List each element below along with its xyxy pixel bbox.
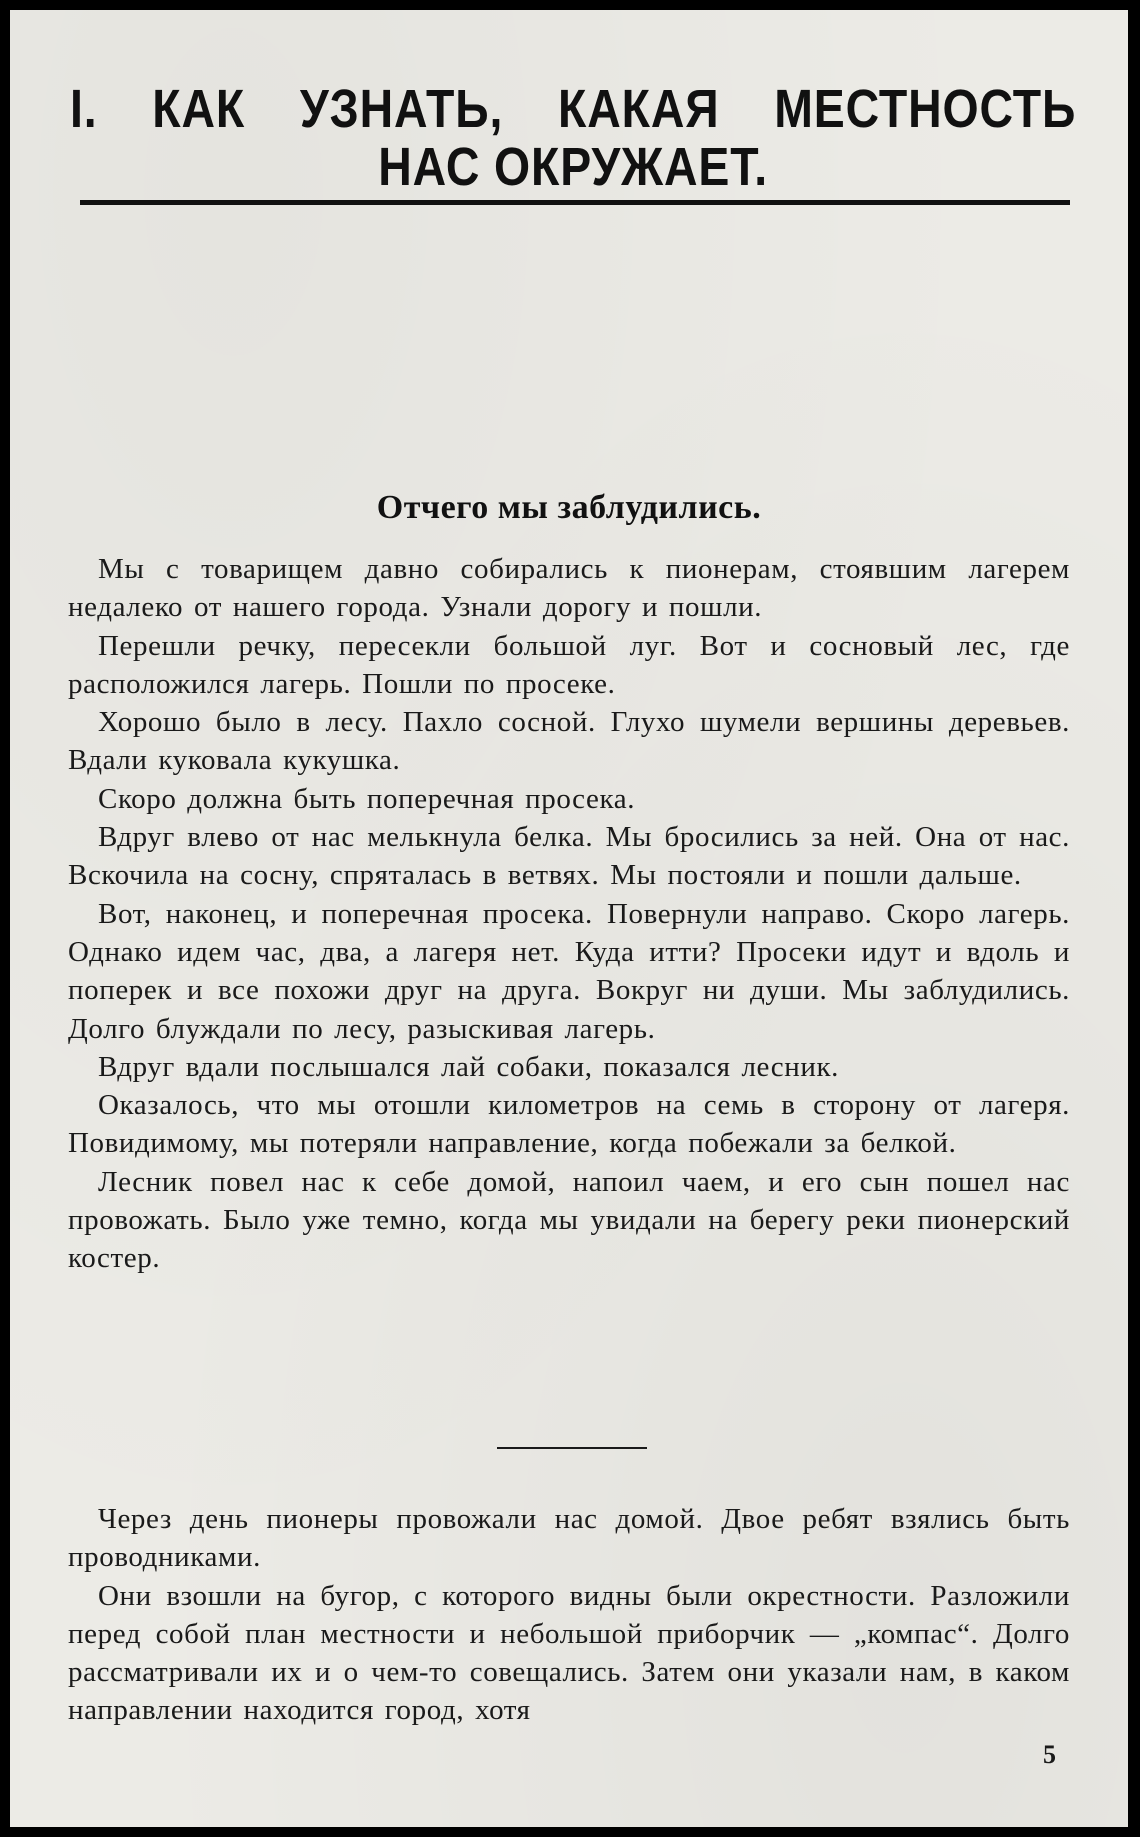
paragraph: Вдруг вдали послышался лай собаки, показался лесник. xyxy=(98,1050,839,1083)
story-text xyxy=(68,550,1070,1278)
paragraph: Перешли речку, пересекли большой луг. Вот и сосновый лес, где расположился лагерь. Пошли по просеке. xyxy=(68,629,1070,700)
paragraph: Через день пионеры провожали нас домой. Двое ребят взялись быть проводниками. xyxy=(68,1503,1070,1574)
paragraph: Они взошли на бугор, с которого видны были окрестности. Разложили перед собой план местности и небольшой приборчик — „компас“. Долго рассматривали их и о чем-то совещались. Затем они указали нам, в каком направлении находится город, хотя xyxy=(68,1579,1070,1727)
section-divider xyxy=(497,1447,647,1449)
book-page xyxy=(10,10,1128,1827)
chapter-title-line-1: I. КАК УЗНАТЬ, КАКАЯ МЕСТНОСТЬ xyxy=(70,79,1077,139)
section-heading: Отчего мы заблудились. xyxy=(376,489,762,526)
paragraph: Вот, наконец, и поперечная просека. Повернули направо. Скоро лагерь. Однако идем час, два, а лагеря нет. Куда итти? Просеки идут и вдоль и поперек и все похожи друг на друга. Вокруг ни души. Мы заблудились. Долго блуждали по лесу, разыскивая лагерь. xyxy=(68,897,1070,1045)
paragraph: Хорошо было в лесу. Пахло сосной. Глухо шумели вершины деревьев. Вдали куковала кукушка. xyxy=(68,706,1070,777)
chapter-title xyxy=(70,79,1077,197)
paragraph: Лесник повел нас к себе домой, напоил чаем, и его сын пошел нас провожать. Было уже темно, когда мы увидали на берегу реки пионерский костер. xyxy=(68,1165,1070,1275)
continuation-text xyxy=(68,1500,1070,1730)
paragraph: Оказалось, что мы отошли километров на семь в сторону от лагеря. Повидимому, мы потеряли направление, когда побежали за белкой. xyxy=(68,1089,1070,1160)
paragraph: Вдруг влево от нас мелькнула белка. Мы бросились за ней. Она от нас. Вскочила на сосну, спряталась в ветвях. Мы постояли и пошли дальше. xyxy=(68,821,1070,892)
paragraph: Скоро должна быть поперечная просека. xyxy=(98,782,636,815)
chapter-title-line-2: НАС ОКРУЖАЕТ. xyxy=(378,137,768,197)
page-number: 5 xyxy=(1043,1740,1056,1769)
title-underline-rule xyxy=(80,200,1070,205)
paragraph: Мы с товарищем давно собирались к пионерам, стоявшим лагерем недалеко от нашего города. Узнали дорогу и пошли. xyxy=(68,553,1070,624)
